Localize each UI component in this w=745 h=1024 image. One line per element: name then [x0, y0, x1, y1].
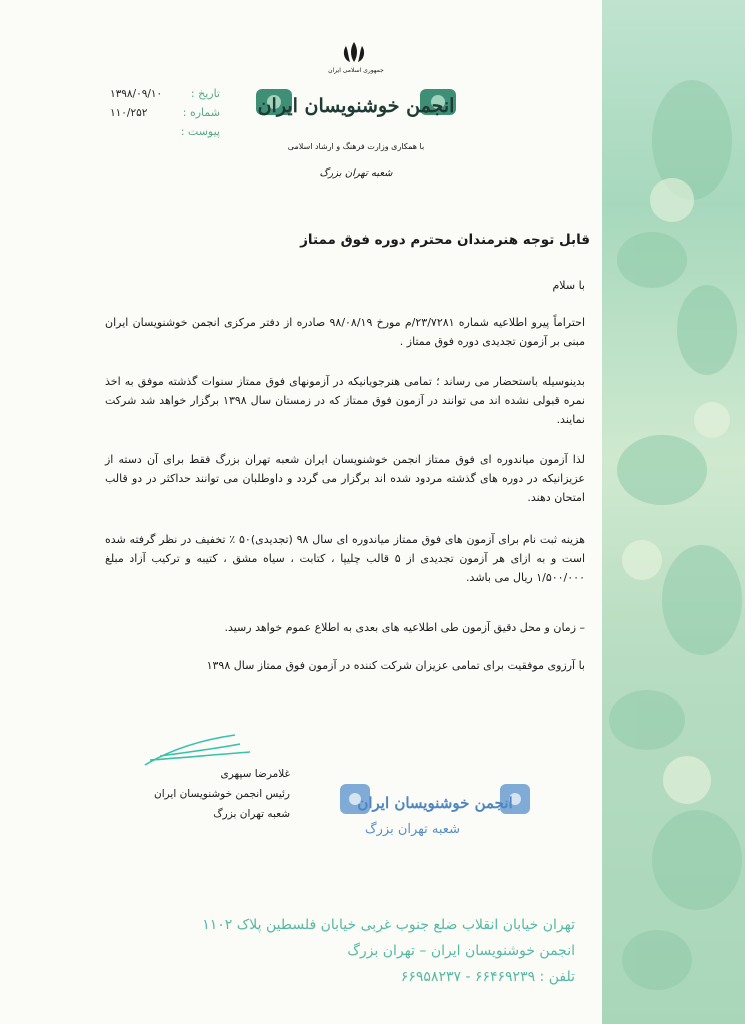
paragraph-4: هزینه ثبت نام برای آزمون های فوق ممتاز میاندوره ای سال ۹۸ (تجدیدی)۵۰ ٪ تخفیف در نظر گرفته شده است و به ازای هر آزمون تجدیدی از ۵ قالب چلیپا ، کتابت ، سیاه مشق ، کتیبه و ترکیب آزاد مبلغ ۱/۵۰۰/۰۰۰ ریال می باشد.	[105, 533, 585, 584]
letter-meta	[110, 84, 220, 141]
stamp-text: انجمن خوشنویسان ایران	[357, 794, 513, 812]
signature-block	[150, 764, 290, 824]
association-logo	[256, 34, 456, 194]
footer-phone: تلفن : ۶۶۴۶۹۲۳۹ - ۶۶۹۵۸۲۳۷	[400, 969, 575, 985]
footer-org: انجمن خوشنویسان ایران – تهران بزرگ	[347, 943, 575, 959]
signer-name: غلامرضا سپهری	[220, 768, 290, 780]
attachment-label: پیوست :	[180, 125, 220, 138]
floral-pattern-icon	[602, 0, 745, 1024]
ministry-line: با همکاری وزارت فرهنگ و ارشاد اسلامی	[287, 142, 425, 151]
paragraph-5: – زمان و محل دقیق آزمون طی اطلاعیه های بعدی به اطلاع عموم خواهد رسید.	[224, 621, 585, 634]
republic-line: جمهوری اسلامی ایران	[328, 67, 384, 74]
paragraph-2: بدینوسیله باستحضار می رساند ؛ تمامی هنرجویانیکه در آزمونهای فوق ممتاز سنوات گذشته موفق به اخذ نمره قبولی نشده اند می توانند در آزمون فوق ممتاز که در زمستان سال ۱۳۹۸ برگزار خواهد شد شرکت نمایند.	[105, 375, 585, 426]
stamp-branch: شعبه تهران بزرگ	[365, 822, 460, 837]
date-value: ۱۳۹۸/۰۹/۱۰	[110, 87, 163, 100]
signer-title: رئیس انجمن خوشنویسان ایران	[153, 788, 290, 800]
stamp-icon	[340, 770, 530, 860]
date-row	[110, 84, 220, 103]
number-value: ۱۱۰/۲۵۲	[110, 106, 148, 119]
floral-border	[602, 0, 745, 1024]
letter-heading: قابل توجه هنرمندان محترم دوره فوق ممتاز	[300, 232, 590, 248]
date-label: تاریخ :	[190, 87, 220, 100]
branch-line: شعبه تهران بزرگ	[319, 168, 393, 179]
footer-address: تهران خیابان انقلاب ضلع جنوب غربی خیابان فلسطین پلاک ۱۱۰۲	[202, 917, 575, 933]
paragraph-3: لذا آزمون میاندوره ای فوق ممتاز انجمن خوشنویسان ایران شعبه تهران بزرگ فقط برای آن دسته از عزیزانیکه در دوره های گذشته مردود شده اند برگزار می گردد و داوطلبان می توانند حداکثر در دو قالب امتحان دهند.	[105, 453, 585, 504]
org-name: انجمن خوشنویسان ایران	[257, 95, 455, 117]
paragraph-1: احتراماً پیرو اطلاعیه شماره ۲۳/۷۲۸۱/م مورخ ۹۸/۰۸/۱۹ صادره از دفتر مرکزی انجمن خوشنویسان ایران مبنی بر آزمون تجدیدی دوره فوق ممتاز .	[105, 316, 586, 348]
attachment-row	[110, 122, 220, 141]
emblem-icon	[256, 34, 456, 194]
number-row	[110, 103, 220, 122]
number-label: شماره :	[182, 106, 220, 119]
closing-line: با آرزوی موفقیت برای تمامی عزیزان شرکت کننده در آزمون فوق ممتاز سال ۱۳۹۸	[206, 659, 585, 672]
signer-branch: شعبه تهران بزرگ	[213, 808, 290, 820]
greeting: با سلام	[552, 279, 585, 292]
